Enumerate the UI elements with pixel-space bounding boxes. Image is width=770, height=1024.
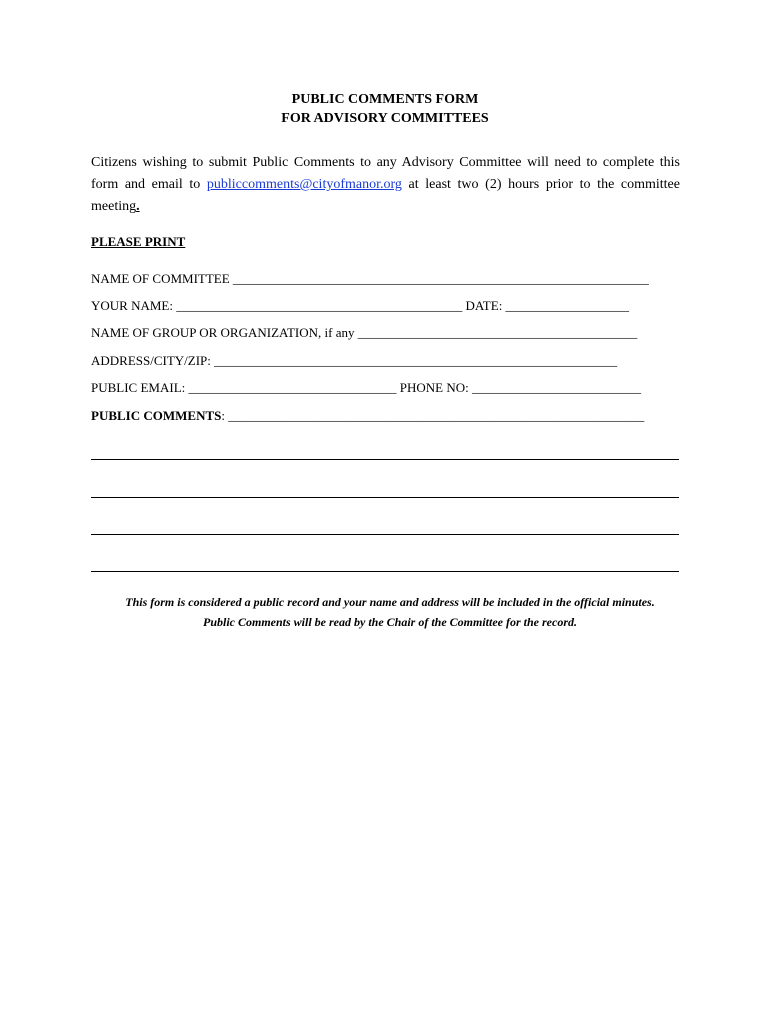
committee-name-field[interactable]: NAME OF COMMITTEE ________________________________________________________________ — [91, 271, 649, 286]
please-print-heading: PLEASE PRINT — [91, 234, 186, 249]
comment-line-4[interactable] — [91, 571, 679, 572]
address-field[interactable]: ADDRESS/CITY/ZIP: ______________________________________________________________ — [91, 353, 618, 368]
email-link[interactable]: publiccomments@cityofmanor.org — [206, 177, 402, 192]
public-comments-label: PUBLIC COMMENTS — [91, 408, 222, 423]
intro-period: . — [136, 199, 140, 214]
public-comments-field[interactable] — [91, 408, 644, 424]
intro-text-end: at least two (2) hours prior to the committee meeting — [91, 177, 680, 214]
intro-text-start: Citizens wishing to submit Public Comments to any Advisory Committee will need to complete this form and email to — [91, 155, 680, 192]
group-organization-field[interactable]: NAME OF GROUP OR ORGANIZATION, if any ___________________________________________ — [91, 325, 638, 340]
form-title-line2: FOR ADVISORY COMMITTEES — [281, 111, 489, 126]
comment-line-3[interactable] — [91, 534, 679, 535]
intro-paragraph — [91, 152, 680, 218]
comment-line-2[interactable] — [91, 497, 679, 498]
public-comments-line: : ________________________________________________________________ — [221, 408, 645, 423]
your-name-date-field[interactable]: YOUR NAME: ____________________________________________ DATE: ___________________ — [91, 298, 630, 313]
footer-note-line2: Public Comments will be read by the Chair of the Committee for the record. — [203, 615, 577, 629]
footer-note-line1: This form is considered a public record and your name and address will be included in the official minutes. — [125, 595, 655, 609]
email-phone-field[interactable]: PUBLIC EMAIL: ________________________________ PHONE NO: __________________________ — [91, 380, 641, 395]
form-title-line1: PUBLIC COMMENTS FORM — [291, 92, 479, 107]
comment-line-1[interactable] — [91, 459, 679, 460]
